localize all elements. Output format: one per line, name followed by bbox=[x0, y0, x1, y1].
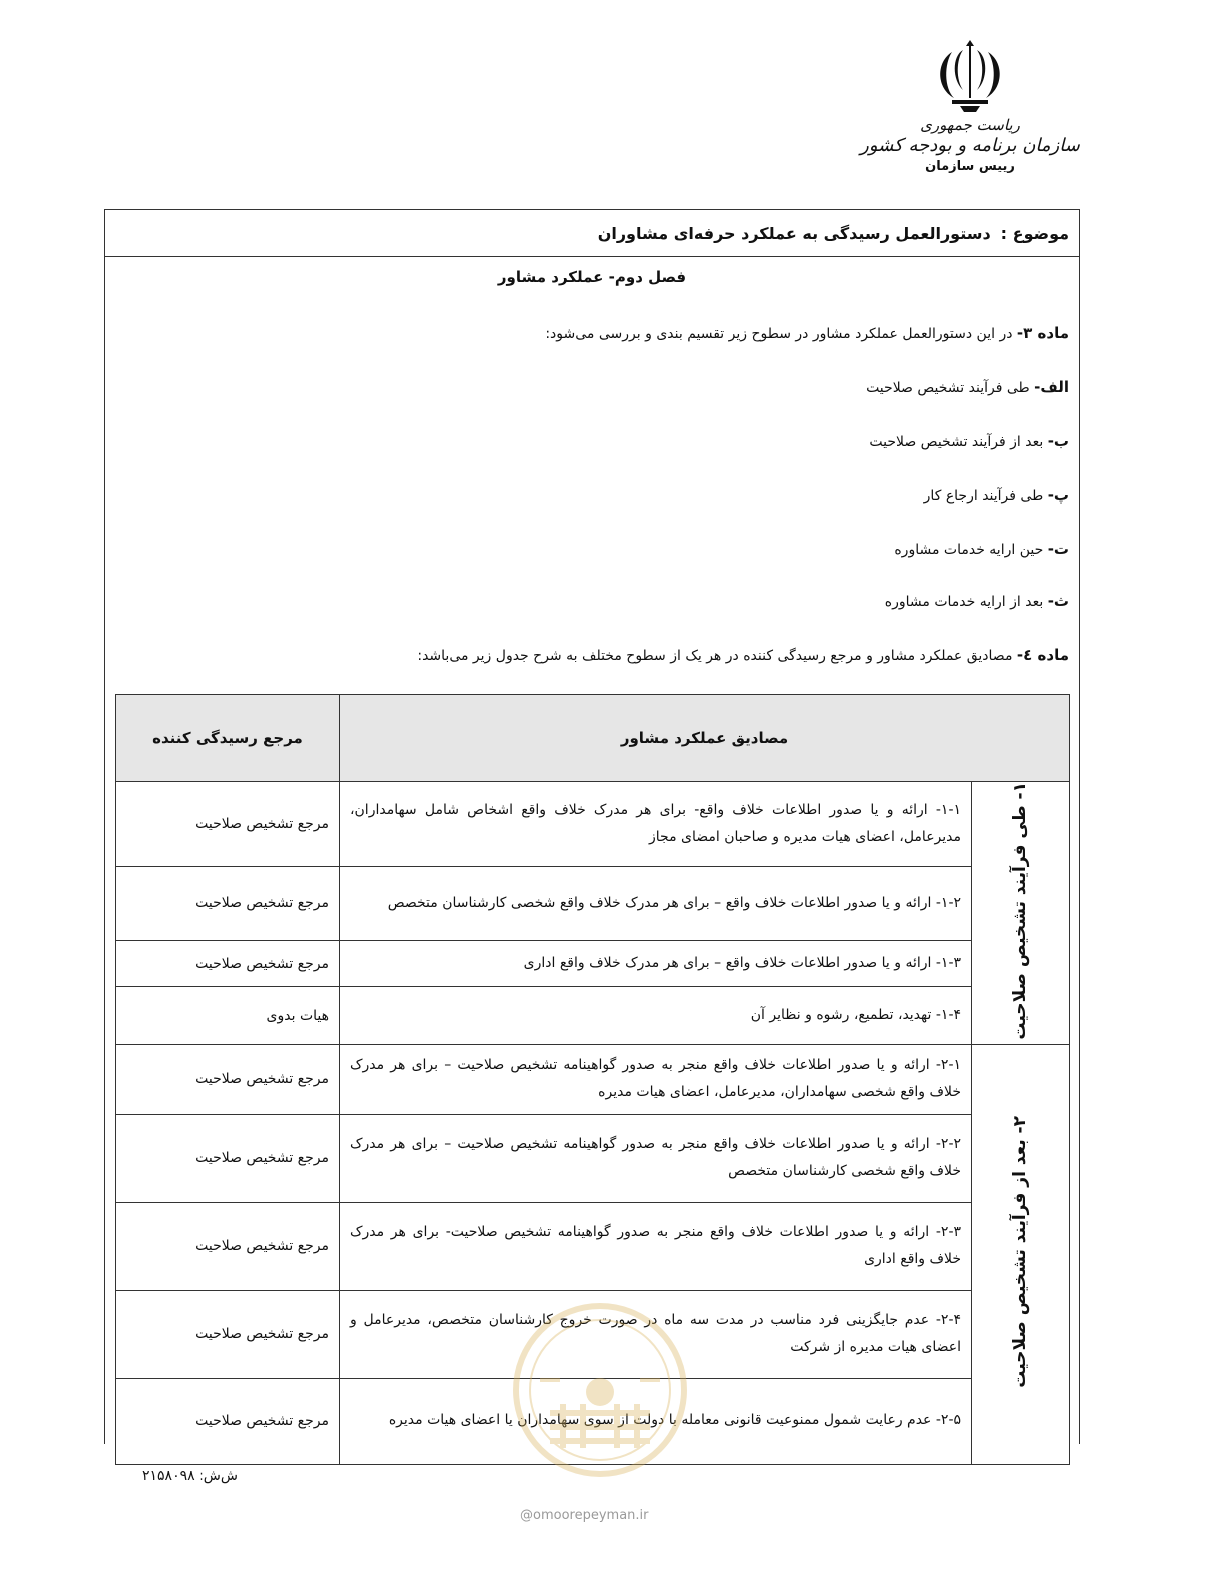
case-text: ۱-۱- ارائه و یا صدور اطلاعات خلاف واقع- برای هر مدرک خلاف واقع اشخاص شامل سهامداران، مدیرعامل، اعضای هیات مدیره و صاحبان امضای مجاز bbox=[340, 782, 972, 867]
level-text: بعد از فرآیند تشخیص صلاحیت bbox=[869, 434, 1048, 450]
subject-label: موضوع : bbox=[1000, 223, 1069, 243]
level-item bbox=[885, 592, 1069, 610]
level-text: طی فرآیند تشخیص صلاحیت bbox=[866, 380, 1035, 396]
chapter-heading: فصل دوم- عملکرد مشاور bbox=[497, 268, 687, 286]
group-cell bbox=[972, 782, 1070, 1045]
case-text: ۱-۳- ارائه و یا صدور اطلاعات خلاف واقع – برای هر مدرک خلاف واقع اداری bbox=[340, 940, 972, 987]
subject-bar bbox=[105, 210, 1079, 257]
table-row bbox=[116, 940, 1070, 987]
reference-text: مرجع تشخیص صلاحیت bbox=[116, 1290, 340, 1378]
table-row bbox=[116, 1202, 1070, 1290]
watermark-seal-icon bbox=[510, 1300, 690, 1480]
level-label: ث- bbox=[1047, 592, 1069, 610]
header-cases: مصادیق عملکرد مشاور bbox=[340, 695, 1070, 782]
table-row bbox=[116, 1044, 1070, 1114]
table-row bbox=[116, 782, 1070, 867]
group-title: ۲- بعد از فرآیند تشخیص صلاحیت bbox=[1009, 1116, 1030, 1388]
case-text: ۲-۳- ارائه و یا صدور اطلاعات خلاف واقع منجر به صدور گواهینامه تشخیص صلاحیت- برای هر مدرک خلاف واقع اداری bbox=[340, 1202, 972, 1290]
level-item bbox=[869, 432, 1069, 450]
reference-text: هیات بدوی bbox=[116, 987, 340, 1044]
reference-text: مرجع تشخیص صلاحیت bbox=[116, 1378, 340, 1464]
reference-text: مرجع تشخیص صلاحیت bbox=[116, 1044, 340, 1114]
reference-text: مرجع تشخیص صلاحیت bbox=[116, 866, 340, 940]
case-text: ۲-۴- عدم جایگزینی فرد مناسب در مدت سه ماه در صورت خروج کارشناسان متخصص، مدیرعامل و اعضای هیات مدیره از شرکت bbox=[340, 1290, 972, 1378]
case-text: ۲-۲- ارائه و یا صدور اطلاعات خلاف واقع منجر به صدور گواهینامه تشخیص صلاحیت – برای هر مدرک خلاف واقع شخصی کارشناسان متخصص bbox=[340, 1114, 972, 1202]
article-3 bbox=[545, 324, 1069, 342]
header-reference: مرجع رسیدگی کننده bbox=[116, 695, 340, 782]
organization-name: سازمان برنامه و بودجه کشور bbox=[860, 134, 1080, 156]
head-title: رییس سازمان bbox=[925, 159, 1015, 175]
level-label: ب- bbox=[1047, 432, 1069, 450]
level-text: حین ارایه خدمات مشاوره bbox=[894, 542, 1048, 558]
iran-emblem-icon bbox=[930, 36, 1010, 114]
reference-text: مرجع تشخیص صلاحیت bbox=[116, 940, 340, 987]
level-item bbox=[924, 486, 1069, 504]
watermark-site: @omoorepeyman.ir bbox=[520, 1508, 649, 1523]
level-label: پ- bbox=[1047, 486, 1069, 504]
table-row bbox=[116, 866, 1070, 940]
article-4-text: مصادیق عملکرد مشاور و مرجع رسیدگی کننده در هر یک از سطوح مختلف به شرح جدول زیر می‌باشد: bbox=[417, 648, 1017, 664]
case-text: ۲-۱- ارائه و یا صدور اطلاعات خلاف واقع منجر به صدور گواهینامه تشخیص صلاحیت – برای هر مدرک خلاف واقع شخصی سهامداران، مدیرعامل، اعضای هیات مدیره bbox=[340, 1044, 972, 1114]
level-item bbox=[866, 378, 1069, 396]
reference-text: مرجع تشخیص صلاحیت bbox=[116, 782, 340, 867]
table-header-row bbox=[116, 695, 1070, 782]
article-3-text: در این دستورالعمل عملکرد مشاور در سطوح زیر تقسیم بندی و بررسی می‌شود: bbox=[545, 326, 1017, 342]
article-4 bbox=[417, 646, 1069, 664]
group-cell bbox=[972, 1044, 1070, 1464]
document-frame bbox=[104, 209, 1080, 1444]
table-row bbox=[116, 1114, 1070, 1202]
level-item bbox=[894, 540, 1069, 558]
level-label: الف- bbox=[1034, 378, 1069, 396]
case-text: ۲-۵- عدم رعایت شمول ممنوعیت قانونی معامله با دولت از سوی سهامداران یا اعضای هیات مدیره bbox=[340, 1378, 972, 1464]
case-text: ۱-۴- تهدید، تطمیع، رشوه و نظایر آن bbox=[340, 987, 972, 1044]
reference-text: مرجع تشخیص صلاحیت bbox=[116, 1202, 340, 1290]
presidency-line: ریاست جمهوری bbox=[920, 116, 1020, 134]
group-title: ۱- طی فرآیند تشخیص صلاحیت bbox=[1009, 782, 1030, 1040]
serial-number: ش‌ش: ۲۱۵۸۰۹۸ bbox=[142, 1468, 238, 1484]
level-text: بعد از ارایه خدمات مشاوره bbox=[884, 594, 1048, 610]
letterhead bbox=[860, 36, 1080, 206]
table-row bbox=[116, 987, 1070, 1044]
article-3-label: ماده ۳- bbox=[1016, 324, 1069, 342]
subject-title: دستورالعمل رسیدگی به عملکرد حرفه‌ای مشاوران bbox=[597, 223, 991, 243]
level-text: طی فرآیند ارجاع کار bbox=[923, 488, 1048, 504]
reference-text: مرجع تشخیص صلاحیت bbox=[116, 1114, 340, 1202]
case-text: ۱-۲- ارائه و یا صدور اطلاعات خلاف واقع – برای هر مدرک خلاف واقع شخصی کارشناسان متخصص bbox=[340, 866, 972, 940]
level-label: ت- bbox=[1047, 540, 1069, 558]
article-4-label: ماده ٤- bbox=[1016, 646, 1069, 664]
